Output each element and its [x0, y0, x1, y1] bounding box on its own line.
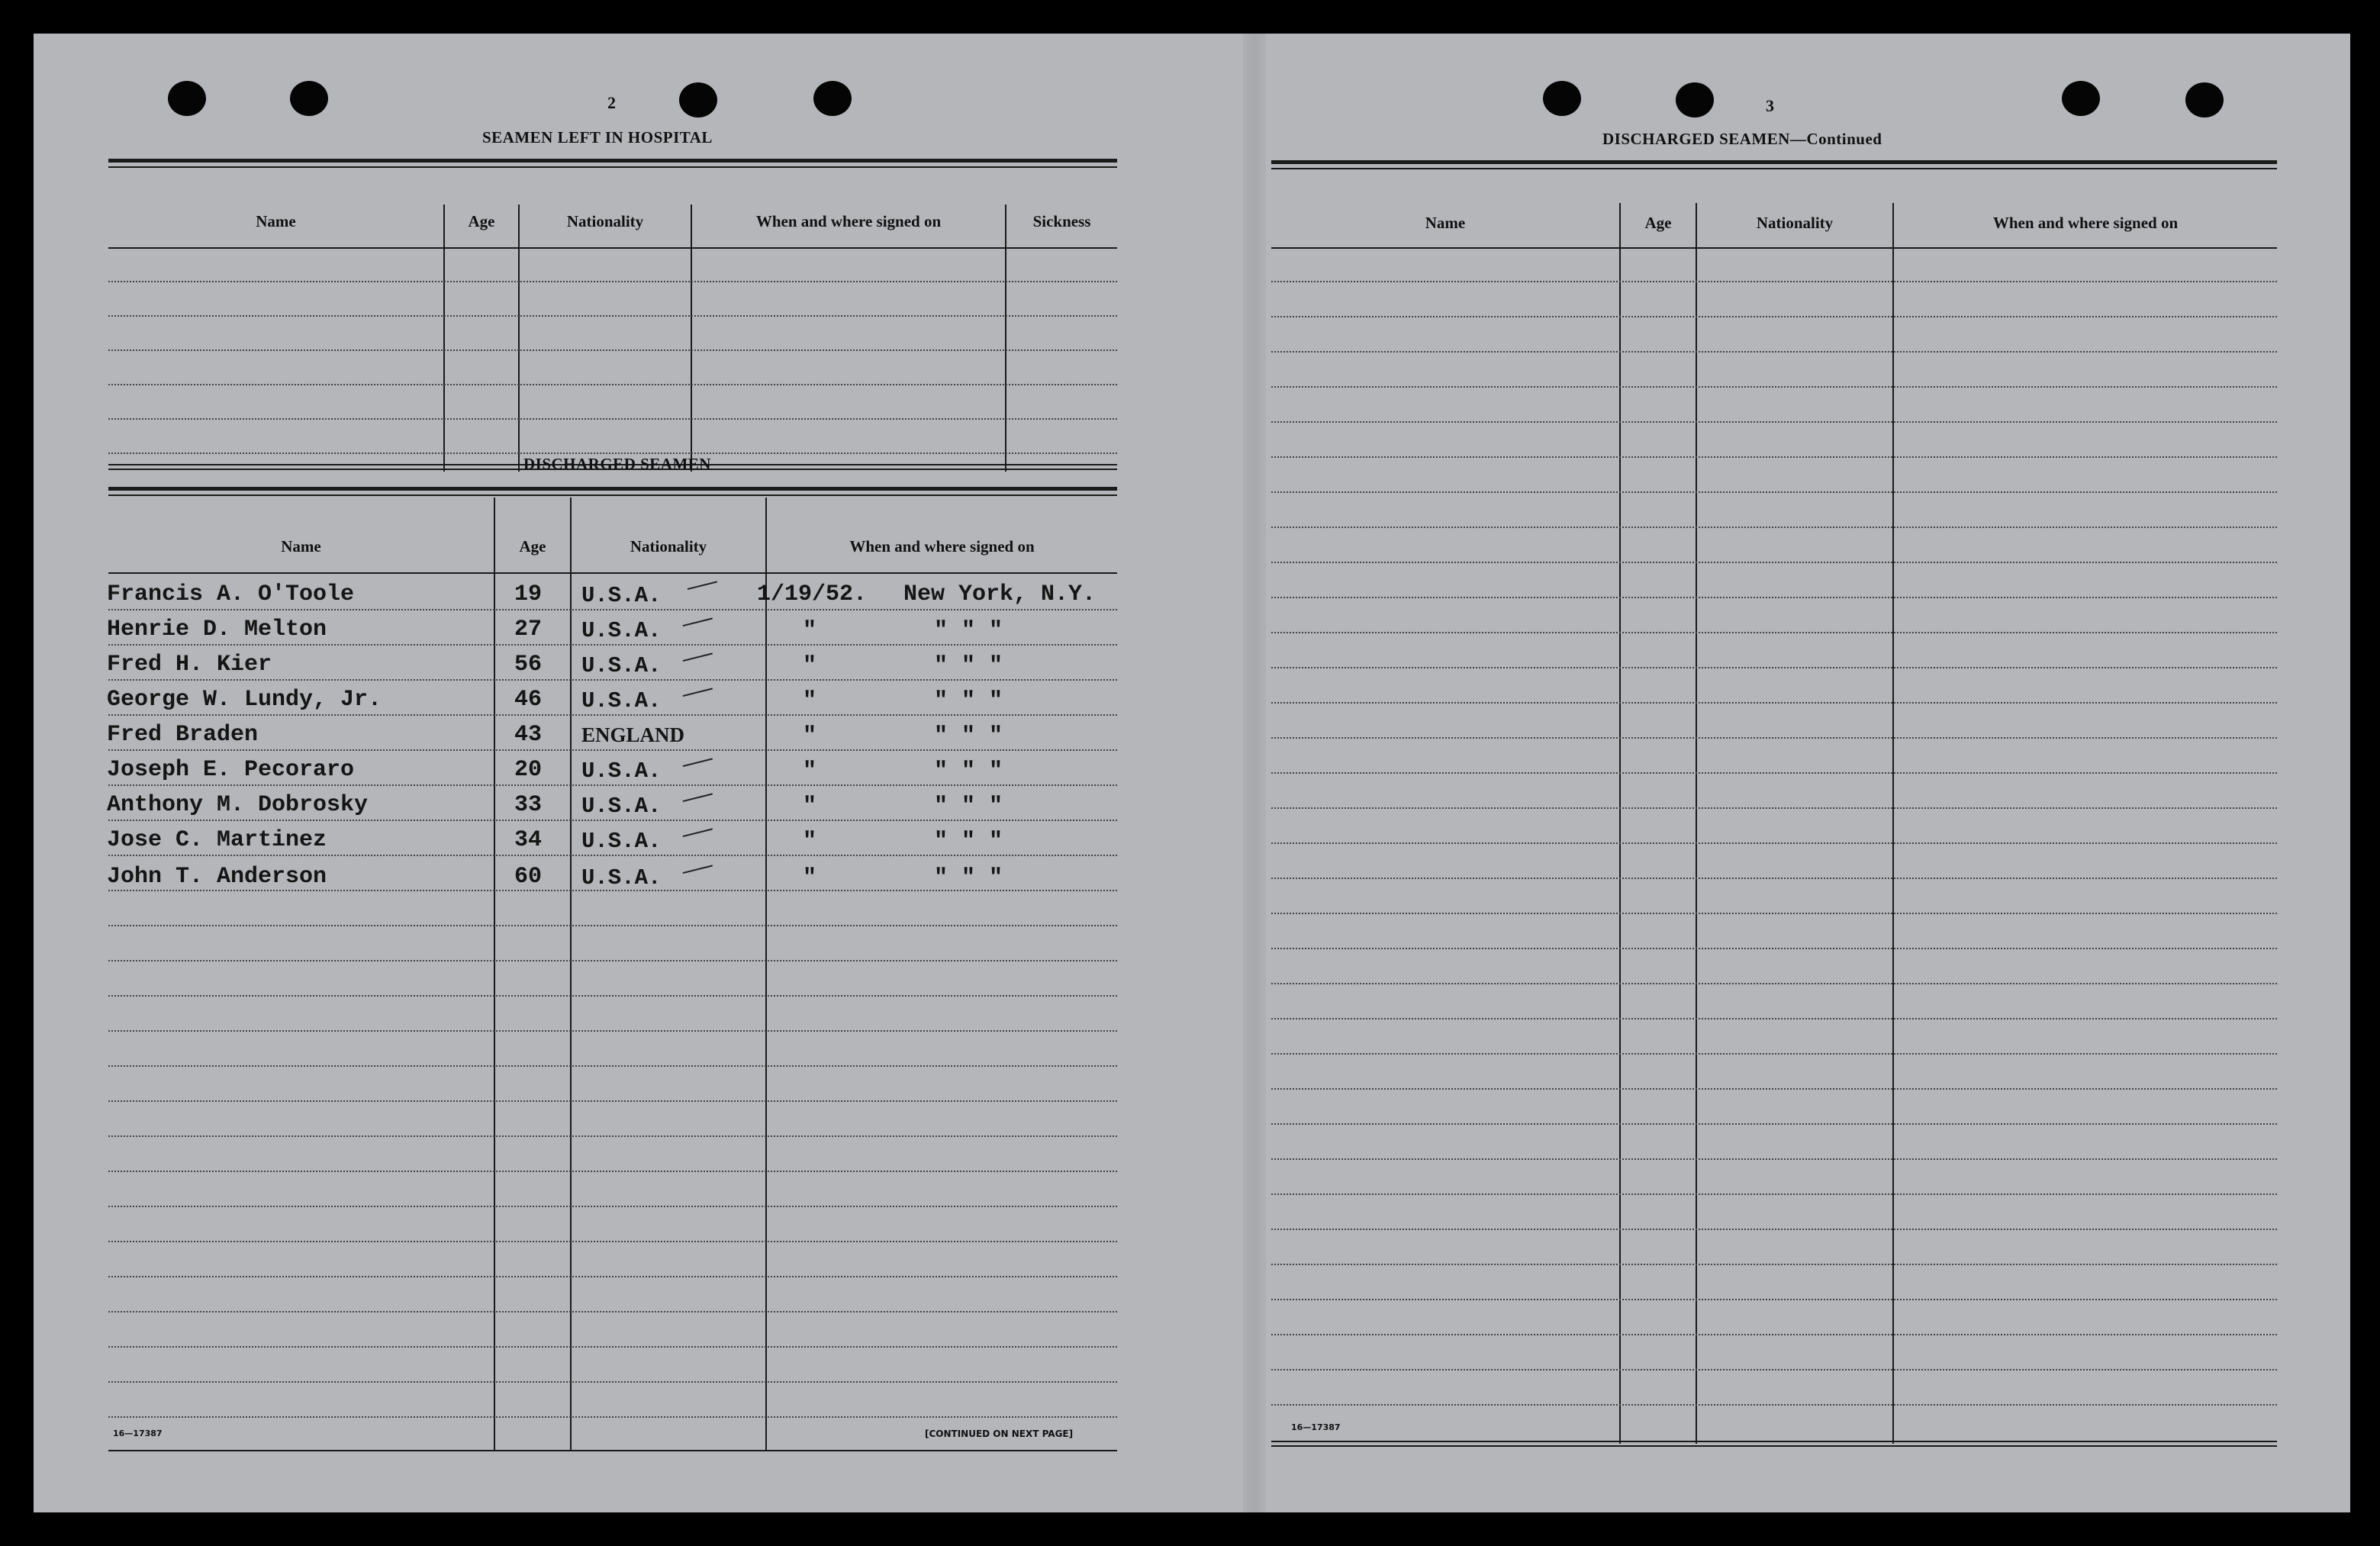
- seaman-nationality: U.S.A.: [581, 618, 662, 643]
- discharged-col-signed: When and where signed on: [849, 537, 1035, 556]
- seaman-nationality: U.S.A.: [581, 829, 662, 854]
- seaman-age: 33: [514, 792, 543, 818]
- signed-place: " " ": [934, 865, 1003, 891]
- seaman-name: Henrie D. Melton: [107, 617, 327, 643]
- discharged-title: DISCHARGED SEAMEN: [523, 455, 711, 473]
- signed-place: " " ": [934, 759, 1003, 784]
- seaman-name: Fred Braden: [107, 722, 259, 748]
- punch-hole: [2185, 82, 2224, 118]
- seaman-nationality: U.S.A.: [581, 794, 662, 819]
- seaman-name: Jose C. Martinez: [107, 827, 327, 853]
- seaman-nationality: U.S.A.: [581, 688, 662, 713]
- seaman-name: Francis A. O'Toole: [107, 581, 355, 607]
- hospital-table: [108, 159, 1117, 472]
- page-fold: [1243, 34, 1266, 1512]
- discharged-col-age: Age: [519, 537, 546, 556]
- hospital-col-name: Name: [256, 212, 296, 230]
- seaman-nationality: U.S.A.: [581, 759, 662, 784]
- signed-date: ": [803, 759, 817, 784]
- hospital-col-age: Age: [468, 212, 495, 230]
- signed-date: ": [803, 794, 817, 820]
- signed-place: " " ": [934, 794, 1003, 820]
- seaman-name: Anthony M. Dobrosky: [107, 792, 369, 818]
- continued-title-sub: —Continued: [1789, 130, 1882, 148]
- seaman-nationality: U.S.A.: [581, 583, 662, 608]
- seaman-nationality: ENGLAND: [581, 723, 685, 746]
- discharged-col-nationality: Nationality: [630, 537, 707, 556]
- punch-hole: [1676, 82, 1714, 118]
- seaman-nationality: U.S.A.: [581, 865, 662, 891]
- seaman-name: Fred H. Kier: [107, 652, 272, 678]
- signed-place: " " ": [934, 688, 1003, 714]
- form-number-left: 16—17387: [113, 1428, 163, 1438]
- page-number-left: 2: [607, 93, 616, 112]
- seaman-age: 19: [514, 581, 543, 607]
- signed-date: ": [803, 688, 817, 714]
- signed-place: New York, N.Y.: [903, 581, 1097, 607]
- signed-place: " " ": [934, 618, 1003, 644]
- discharged-col-name: Name: [281, 537, 321, 556]
- hospital-title: SEAMEN LEFT IN HOSPITAL: [482, 128, 713, 147]
- continued-note: [CONTINUED ON NEXT PAGE]: [925, 1428, 1074, 1439]
- signed-date: ": [803, 829, 817, 855]
- hospital-col-nationality: Nationality: [566, 212, 644, 230]
- continued-col-age: Age: [1644, 214, 1672, 232]
- seaman-age: 43: [514, 722, 543, 748]
- seaman-name: Joseph E. Pecoraro: [107, 757, 355, 783]
- punch-hole: [2062, 81, 2100, 116]
- signed-date: ": [803, 865, 817, 891]
- signed-place: " " ": [934, 829, 1003, 855]
- seaman-nationality: U.S.A.: [581, 653, 662, 678]
- form-number-right: 16—17387: [1291, 1422, 1341, 1432]
- signed-date: ": [803, 653, 817, 679]
- continued-title: [1602, 130, 1882, 149]
- continued-col-signed: When and where signed on: [1992, 214, 2179, 232]
- signed-date: ": [803, 723, 817, 749]
- seaman-age: 27: [514, 617, 543, 643]
- continued-col-nationality: Nationality: [1756, 214, 1834, 232]
- punch-hole: [679, 82, 717, 118]
- discharged-continued-table: [1271, 160, 2277, 1450]
- hospital-col-signed: When and where signed on: [755, 212, 942, 230]
- punch-hole: [168, 81, 206, 116]
- punch-hole: [1543, 81, 1581, 116]
- page-number-right: 3: [1766, 96, 1774, 115]
- seaman-age: 34: [514, 827, 543, 853]
- seaman-name: George W. Lundy, Jr.: [107, 687, 382, 713]
- punch-hole: [290, 81, 328, 116]
- seaman-age: 46: [514, 687, 543, 713]
- signed-place: " " ": [934, 653, 1003, 679]
- manifest-sheet: [34, 34, 2350, 1512]
- hospital-col-sickness: Sickness: [1032, 212, 1091, 230]
- seaman-age: 56: [514, 652, 543, 678]
- continued-col-name: Name: [1425, 214, 1466, 232]
- signed-date: 1/19/52.: [757, 581, 868, 607]
- seaman-age: 60: [514, 864, 543, 890]
- punch-hole: [813, 81, 852, 116]
- seaman-name: John T. Anderson: [107, 864, 327, 890]
- continued-title-main: DISCHARGED SEAMEN: [1602, 130, 1790, 148]
- signed-place: " " ": [934, 723, 1003, 749]
- seaman-age: 20: [514, 757, 543, 783]
- signed-date: ": [803, 618, 817, 644]
